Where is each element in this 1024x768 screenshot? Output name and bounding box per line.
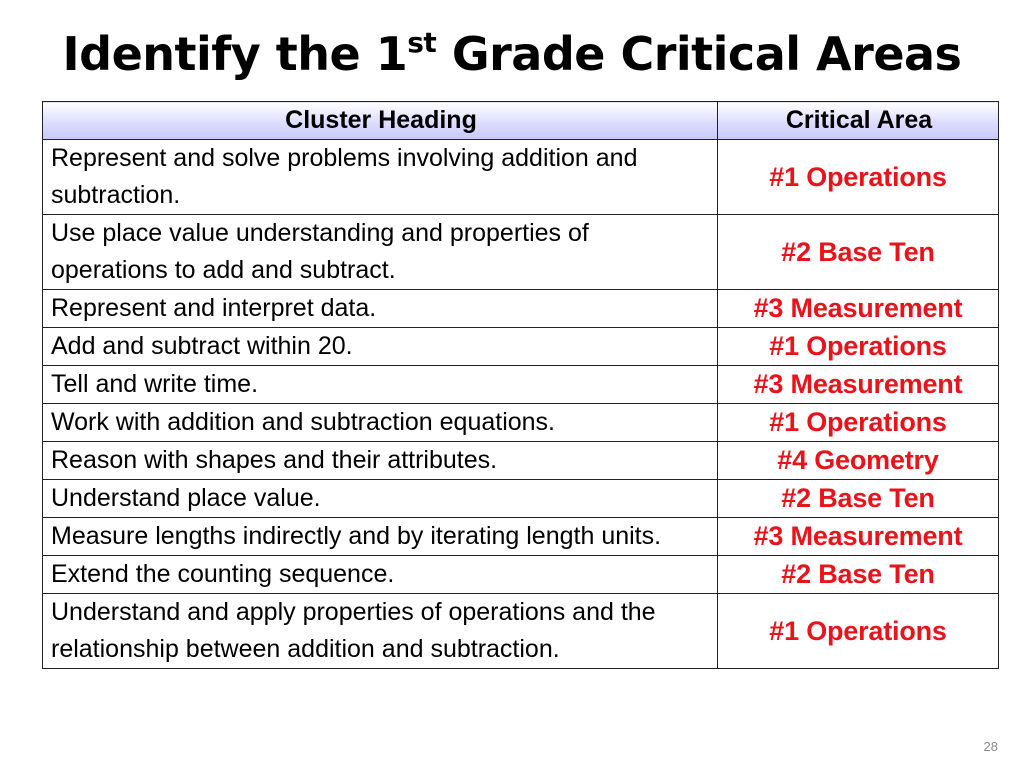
critical-area-cell: #2 Base Ten xyxy=(718,215,999,290)
cluster-heading-cell: Understand and apply properties of operations and the relationship between addition and subtraction. xyxy=(43,594,718,669)
title-suffix: Grade Critical Areas xyxy=(436,27,962,81)
critical-area-cell: #3 Measurement xyxy=(718,518,999,556)
critical-area-cell: #1 Operations xyxy=(718,328,999,366)
cluster-heading-cell: Tell and write time. xyxy=(43,366,718,404)
column-header-critical-area: Critical Area xyxy=(718,102,999,140)
column-header-cluster-heading: Cluster Heading xyxy=(43,102,718,140)
critical-area-cell: #4 Geometry xyxy=(718,442,999,480)
critical-area-cell: #2 Base Ten xyxy=(718,480,999,518)
table-header-row xyxy=(43,102,999,140)
title-prefix: Identify the 1 xyxy=(62,27,408,81)
table-row xyxy=(43,442,999,480)
critical-area-cell: #1 Operations xyxy=(718,594,999,669)
cluster-heading-cell: Understand place value. xyxy=(43,480,718,518)
table-row xyxy=(43,556,999,594)
cluster-heading-cell: Measure lengths indirectly and by iterating length units. xyxy=(43,518,718,556)
cluster-heading-cell: Reason with shapes and their attributes. xyxy=(43,442,718,480)
table-row xyxy=(43,215,999,290)
table-row xyxy=(43,290,999,328)
critical-area-cell: #1 Operations xyxy=(718,404,999,442)
critical-area-cell: #2 Base Ten xyxy=(718,556,999,594)
critical-area-cell: #3 Measurement xyxy=(718,290,999,328)
critical-area-cell: #3 Measurement xyxy=(718,366,999,404)
table-row xyxy=(43,480,999,518)
table-row xyxy=(43,518,999,556)
cluster-heading-cell: Represent and solve problems involving addition and subtraction. xyxy=(43,140,718,215)
table-row xyxy=(43,140,999,215)
cluster-heading-cell: Work with addition and subtraction equations. xyxy=(43,404,718,442)
table-row xyxy=(43,366,999,404)
cluster-heading-cell: Represent and interpret data. xyxy=(43,290,718,328)
table-row xyxy=(43,328,999,366)
cluster-heading-cell: Add and subtract within 20. xyxy=(43,328,718,366)
title-superscript: st xyxy=(407,26,437,59)
cluster-heading-cell: Extend the counting sequence. xyxy=(43,556,718,594)
cluster-heading-cell: Use place value understanding and properties of operations to add and subtract. xyxy=(43,215,718,290)
page-number: 28 xyxy=(983,739,998,754)
table-row xyxy=(43,594,999,669)
critical-areas-table xyxy=(42,101,999,669)
table-row xyxy=(43,404,999,442)
slide-title xyxy=(0,22,1024,86)
critical-area-cell: #1 Operations xyxy=(718,140,999,215)
